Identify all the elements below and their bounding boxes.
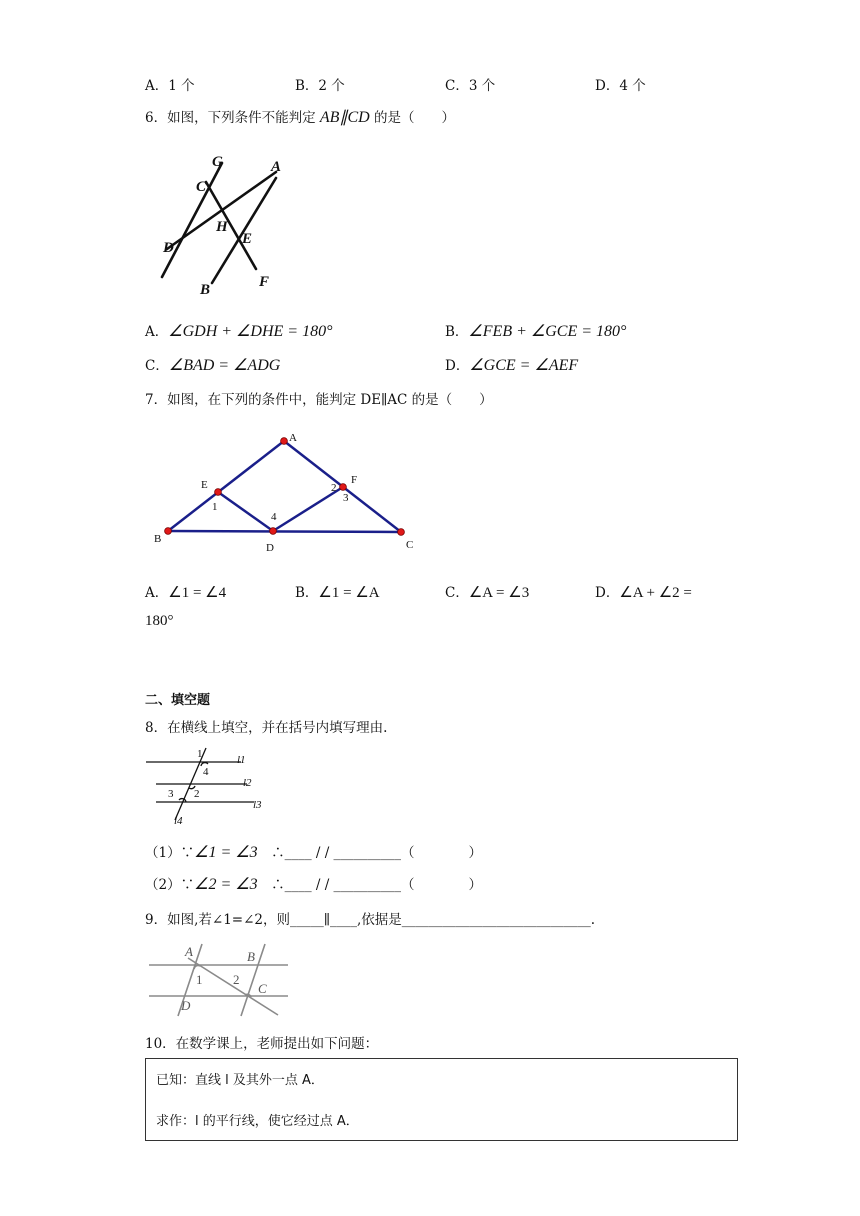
q7-label-b: B (154, 533, 162, 545)
q9-label-2: 2 (233, 972, 240, 987)
q7-label-1: 1 (212, 501, 218, 513)
q10-given-box (145, 1058, 738, 1141)
q6-label-f: F (259, 274, 270, 290)
q6-figure (150, 150, 290, 300)
q6-label-b: B (200, 282, 211, 298)
q6-label-g: G (212, 154, 223, 170)
q6-stem: 6．如图，下列条件不能判定 AB∥CD 的是（ ） (145, 109, 455, 126)
q5-option-b: B．2 个 (295, 78, 345, 94)
q10-given: 已知：直线 l 及其外一点 A． (156, 1073, 324, 1088)
q7-option-d: D．∠A + ∠2 = (595, 585, 692, 601)
q7-label-f: F (351, 474, 358, 486)
q6-label-a: A (271, 159, 282, 175)
q8-line-2: （2）∵∠2 = ∠3 ∴____ / / __________（ ） (145, 876, 483, 893)
q7-point-e (215, 489, 222, 496)
q7-label-3: 3 (343, 492, 349, 504)
q7-label-a: A (289, 432, 297, 444)
q7-point-b (165, 528, 172, 535)
q8-label-2: 2 (194, 788, 200, 800)
q5-option-a: A．1 个 (145, 78, 195, 94)
q6-label-h: H (216, 219, 228, 235)
q8-label-3: 3 (168, 788, 174, 800)
q6-line-gd (162, 163, 222, 277)
q8-label-4: 4 (203, 766, 209, 778)
q7-point-f (340, 484, 347, 491)
q6-option-c: C．∠BAD = ∠ADG (145, 357, 281, 374)
q8-line-1: （1）∵∠1 = ∠3 ∴____ / / __________（ ） (145, 844, 483, 861)
q7-option-a: A．∠1 = ∠4 (145, 585, 227, 601)
q7-side-ba (168, 441, 284, 531)
q9-arc-1 (194, 965, 200, 969)
q8-label-l1: l1 (237, 754, 246, 766)
q8-label-l3: l3 (253, 799, 262, 811)
q7-label-4: 4 (271, 511, 277, 523)
q7-point-d (270, 528, 277, 535)
q6-label-c: C (196, 179, 207, 195)
q9-label-1: 1 (196, 972, 203, 987)
q9-figure (145, 940, 295, 1020)
q6-label-e: E (242, 231, 253, 247)
q7-segment-ed (218, 492, 273, 531)
q6-option-d: D．∠GCE = ∠AEF (445, 357, 579, 374)
q7-label-2: 2 (331, 482, 337, 494)
q8-label-l4: l4 (174, 815, 183, 827)
q9-label-b: B (247, 949, 255, 964)
q9-stem: 9．如图,若∠1=∠2，则_____∥____,依据是____________________________. (145, 912, 596, 928)
q7-stem: 7．如图，在下列的条件中，能判定 DE∥AC 的是（ ） (145, 392, 493, 408)
q7-point-a (281, 438, 288, 445)
q9-label-c: C (258, 981, 267, 996)
q8-figure (143, 745, 273, 830)
q5-option-d: D．4 个 (595, 78, 646, 94)
q7-label-e: E (201, 479, 208, 491)
q9-label-d: D (181, 998, 191, 1013)
q6-option-a: A．∠GDH + ∠DHE = 180° (145, 323, 333, 340)
q9-label-a: A (185, 944, 193, 959)
q10-construct: 求作：l 的平行线，使它经过点 A． (156, 1114, 359, 1129)
q7-label-c: C (406, 539, 414, 551)
q7-side-bc (168, 531, 401, 532)
q6-option-b: B．∠FEB + ∠GCE = 180° (445, 323, 627, 340)
q6-label-d: D (163, 240, 174, 256)
q7-option-b: B．∠1 = ∠A (295, 585, 380, 601)
q10-stem: 10．在数学课上，老师提出如下问题： (145, 1036, 379, 1052)
q8-stem: 8．在横线上填空，并在括号内填写理由. (145, 720, 388, 736)
q7-point-c (398, 529, 405, 536)
q7-label-d: D (266, 542, 274, 554)
q8-label-l2: l2 (243, 777, 252, 789)
section-heading: 二、填空题 (145, 693, 211, 708)
q5-option-c: C．3 个 (445, 78, 496, 94)
q8-label-1: 1 (197, 748, 203, 760)
q7-option-d-continued: 180° (145, 613, 174, 629)
q7-option-c: C．∠A = ∠3 (445, 585, 530, 601)
q7-figure (150, 428, 430, 558)
